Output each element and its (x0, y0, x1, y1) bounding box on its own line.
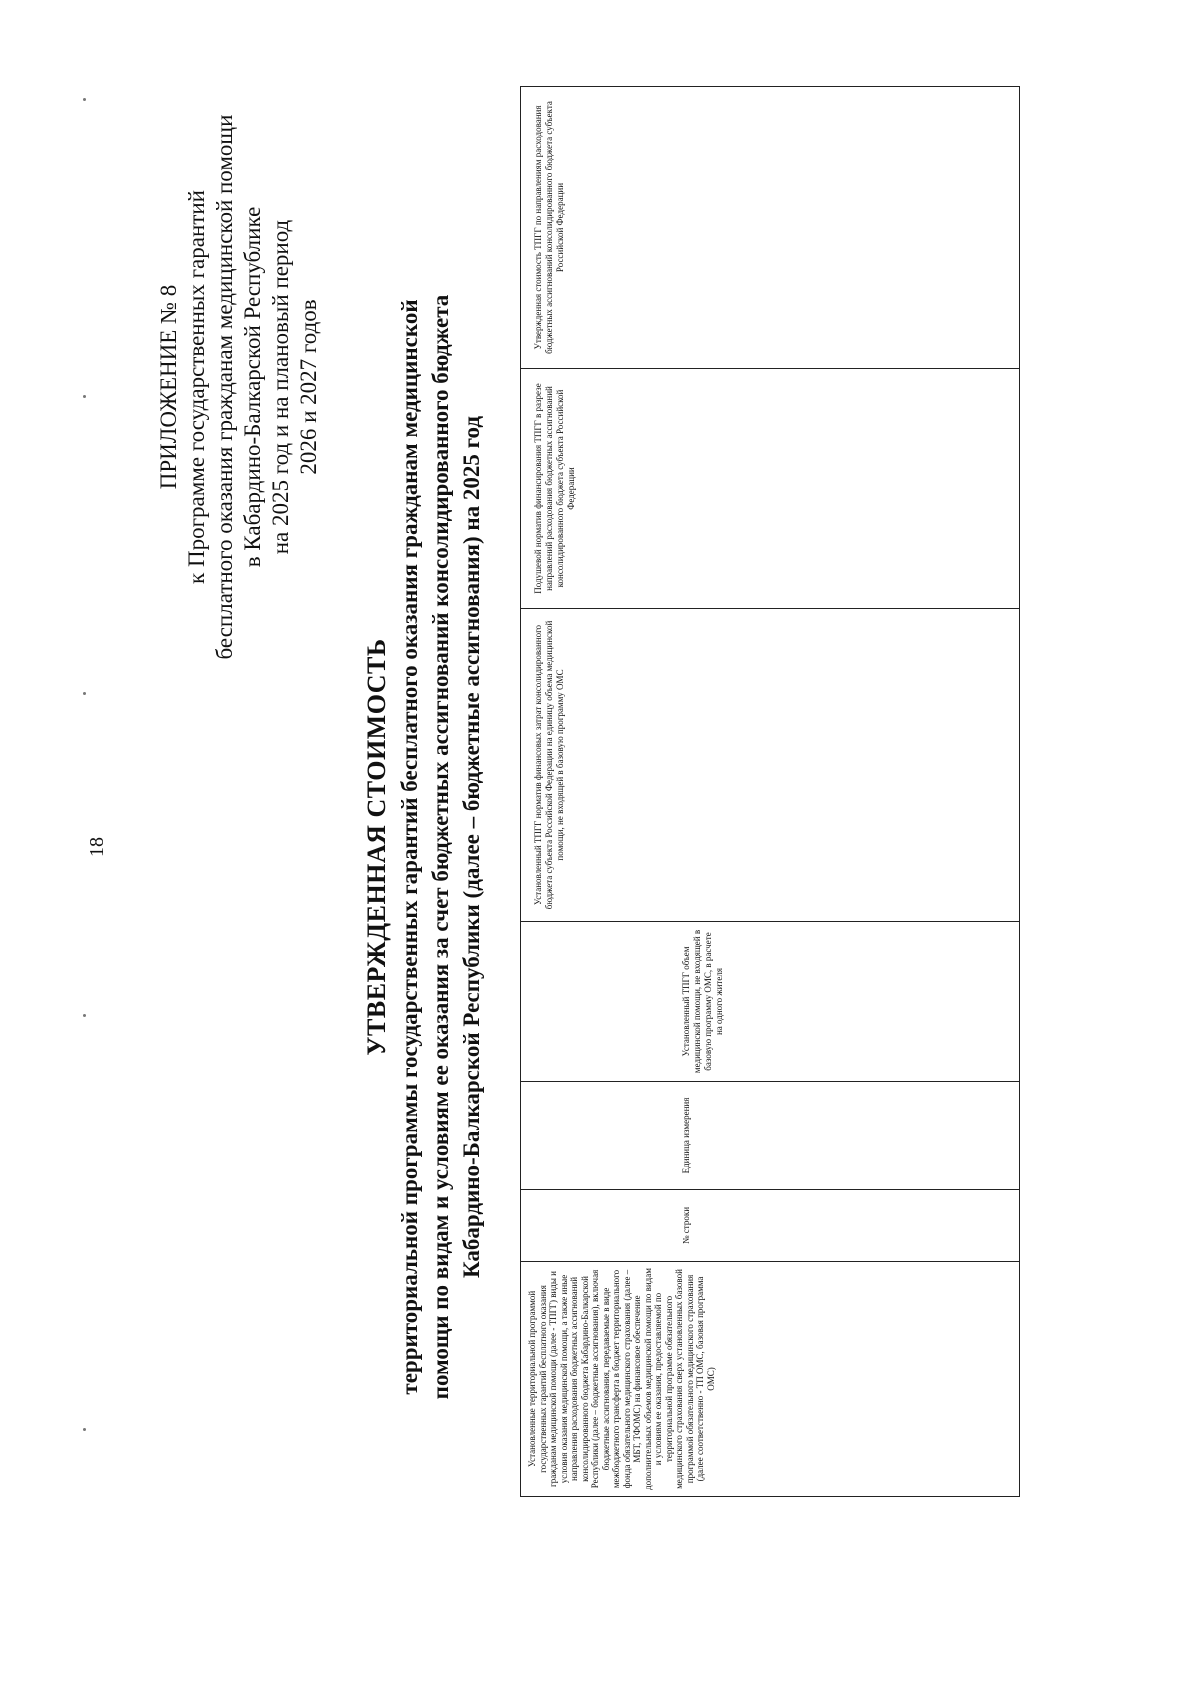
scan-dot (83, 692, 86, 695)
scan-dot (83, 1014, 86, 1017)
header-cell-unit: Единица измерения (521, 1082, 1020, 1190)
header-cell-approved-cost: Утвержденная стоимость ТПГГ по направлениям расходования бюджетных ассигнований консолидированного бюджета субъекта Российской Федерации (521, 87, 1020, 369)
scan-dot (83, 1428, 86, 1431)
appendix-line: к Программе государственных гарантий (184, 190, 209, 584)
page-number: 18 (86, 837, 108, 857)
scan-dot (83, 98, 86, 101)
document-title-block (360, 137, 487, 1557)
table-header-row (521, 87, 1020, 1497)
appendix-line: на 2025 год и на плановый период (268, 219, 293, 555)
appendix-line: в Кабардино-Балкарской Республике (240, 206, 265, 568)
appendix-line: ПРИЛОЖЕНИЕ № 8 (156, 284, 181, 490)
appendix-line: 2026 и 2027 годов (296, 299, 321, 475)
document-title: УТВЕРЖДЕННАЯ СТОИМОСТЬ (362, 638, 391, 1056)
subtitle-line: Кабардино-Балкарской Республики (далее – бюджетные ассигнования) на 2025 год (459, 416, 484, 1278)
header-cell-volume: Установленный ТПГГ объем медицинской помощи, не входящей в базовую программу ОМС, в расчете на одного жителя (521, 922, 1020, 1082)
scan-dot (83, 395, 86, 398)
header-cell-per-capita: Подушевой норматив финансирования ТПГГ в разрезе направлений расходования бюджетных ассигнований консолидированного бюджета субъекта Российской Федерации (521, 369, 1020, 609)
document-subtitle (394, 137, 487, 1557)
cost-table (520, 86, 1020, 1497)
header-cell-cost-norm: Установленный ТПГГ норматив финансовых затрат консолидированного бюджета субъекта Российской Федерации на единицу объема медицинской помощи, не входящей в базовую программу ОМС (521, 609, 1020, 922)
header-cell-services: Установленные территориальной программой государственных гарантий бесплатного оказания гражданам медицинской помощи (далее - ТПГГ) виды и условия оказания медицинской помощи, а также иные направления расходования бюджетных ассигнований консолидированного бюджета Кабардино-Балкарской Республики (далее – бюджетные ассигнования), включая бюджетные ассигнования, передаваемые в виде межбюджетного трансферта в бюджет территориального фонда обязательного медицинского страхования (далее – МБТ, ТФОМС) на финансовое обеспечение дополнительных объемов медицинской помощи по видам и условиям ее оказания, предоставляемой по территориальной программе обязательного медицинского страхования сверх установленных базовой программой обязательного медицинского страхования (далее соответственно - ТП ОМС, базовая программа ОМС) (521, 1262, 1020, 1497)
appendix-header (155, 17, 323, 757)
header-cell-row-number: № строки (521, 1190, 1020, 1262)
subtitle-line: территориальной программы государственных гарантий бесплатного оказания гражданам медицинской (397, 299, 422, 1395)
appendix-line: бесплатного оказания гражданам медицинской помощи (212, 114, 237, 660)
subtitle-line: помощи по видам и условиям ее оказания за счет бюджетных ассигнований консолидированного бюджета (428, 294, 453, 1400)
